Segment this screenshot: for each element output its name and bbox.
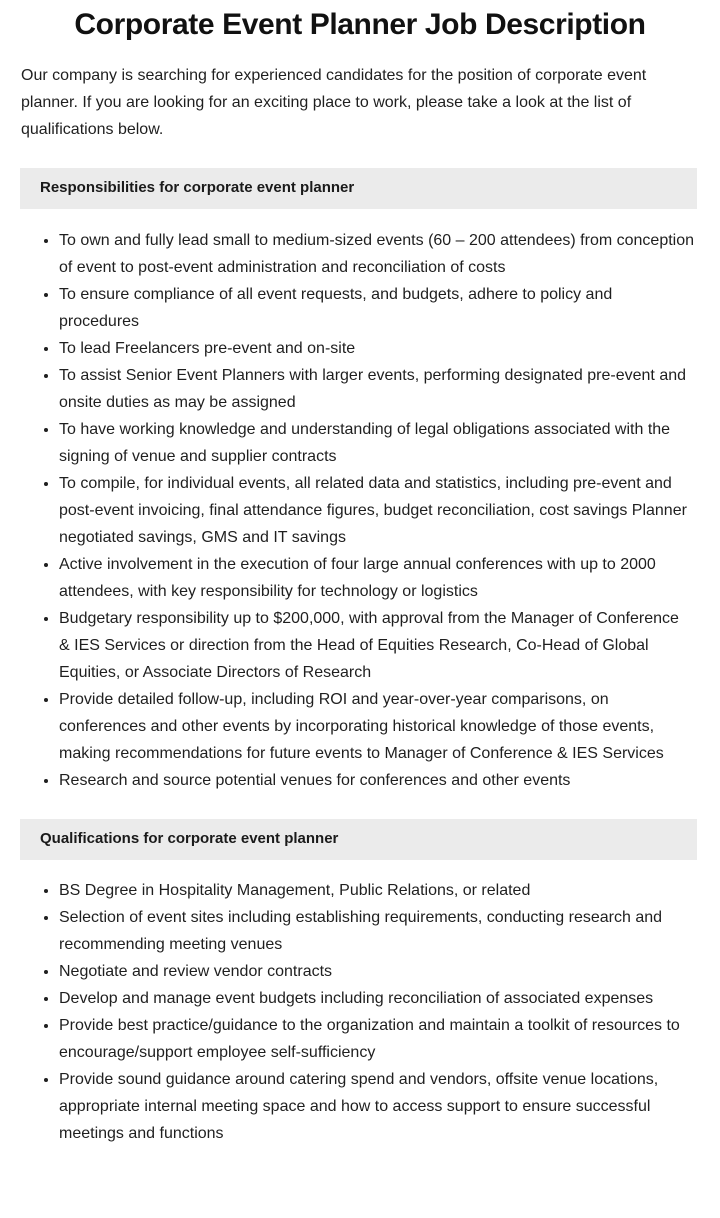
intro-paragraph: Our company is searching for experienced candidates for the position of corporate event planner. If you are looking for an exciting place to work, please take a look at the list of qualifications below.	[21, 67, 647, 138]
list-item: To compile, for individual events, all related data and statistics, including pre-event and post-event invoicing, final attendance figures, budget reconciliation, cost savings Planner negotiated savings, GMS and IT savings	[21, 470, 694, 551]
qualifications-list	[0, 860, 720, 1183]
section-header-qualifications: Qualifications for corporate event planner	[20, 819, 697, 860]
list-item: Budgetary responsibility up to $200,000, with approval from the Manager of Conference & IES Services or direction from the Head of Equities Research, Co-Head of Global Equities, or Associate Directors of Research	[21, 605, 694, 686]
list-item: Research and source potential venues for conferences and other events	[21, 767, 694, 794]
list-item: To have working knowledge and understanding of legal obligations associated with the signing of venue and supplier contracts	[21, 416, 694, 470]
list-item: BS Degree in Hospitality Management, Public Relations, or related	[21, 877, 694, 904]
list-item: Provide detailed follow-up, including ROI and year-over-year comparisons, on conferences and other events by incorporating historical knowledge of those events, making recommendations for future events to Manager of Conference & IES Services	[21, 686, 694, 767]
list-item: To ensure compliance of all event requests, and budgets, adhere to policy and procedures	[21, 281, 694, 335]
list-item: Provide sound guidance around catering spend and vendors, offsite venue locations, appropriate internal meeting space and how to access support to ensure successful meetings and functions	[21, 1066, 694, 1147]
section-responsibilities	[0, 168, 720, 794]
list-item: Provide best practice/guidance to the organization and maintain a toolkit of resources to encourage/support employee self-sufficiency	[21, 1012, 694, 1066]
list-item: Develop and manage event budgets including reconciliation of associated expenses	[21, 985, 694, 1012]
section-qualifications	[0, 819, 720, 1183]
list-item: To own and fully lead small to medium-sized events (60 – 200 attendees) from conception of event to post-event administration and reconciliation of costs	[21, 227, 694, 281]
list-item: Selection of event sites including establishing requirements, conducting research and recommending meeting venues	[21, 904, 694, 958]
list-item: Active involvement in the execution of four large annual conferences with up to 2000 attendees, with key responsibility for technology or logistics	[21, 551, 694, 605]
page-title: Corporate Event Planner Job Description	[74, 8, 646, 41]
responsibilities-list	[0, 209, 720, 794]
section-header-responsibilities: Responsibilities for corporate event planner	[20, 168, 697, 209]
list-item: To lead Freelancers pre-event and on-site	[21, 335, 694, 362]
list-item: Negotiate and review vendor contracts	[21, 958, 694, 985]
list-item: To assist Senior Event Planners with larger events, performing designated pre-event and onsite duties as may be assigned	[21, 362, 694, 416]
